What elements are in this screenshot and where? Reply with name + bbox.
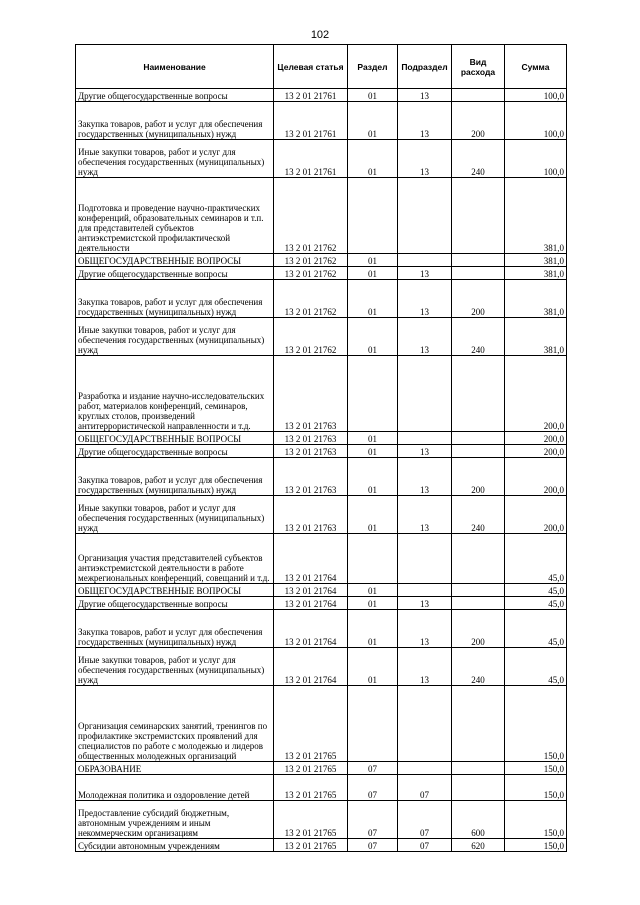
table-row (76, 584, 567, 597)
cell-amount: 150,0 (505, 839, 567, 852)
cell-name: Другие общегосударственные вопросы (76, 445, 274, 458)
table-row (76, 140, 567, 178)
cell-amount: 100,0 (505, 102, 567, 140)
cell-target: 13 2 01 21765 (274, 686, 348, 762)
cell-amount: 100,0 (505, 140, 567, 178)
cell-target: 13 2 01 21763 (274, 458, 348, 496)
cell-section (348, 356, 398, 432)
cell-section: 01 (348, 648, 398, 686)
cell-expense-type (452, 89, 505, 102)
cell-subsection: 07 (398, 839, 452, 852)
cell-target: 13 2 01 21764 (274, 584, 348, 597)
cell-section: 01 (348, 140, 398, 178)
cell-target: 13 2 01 21764 (274, 648, 348, 686)
cell-name: Закупка товаров, работ и услуг для обеспечения государственных (муниципальных) нужд (76, 458, 274, 496)
cell-subsection: 07 (398, 801, 452, 839)
cell-subsection: 13 (398, 610, 452, 648)
cell-section: 01 (348, 267, 398, 280)
cell-expense-type: 200 (452, 102, 505, 140)
budget-table (75, 44, 567, 852)
cell-subsection: 13 (398, 597, 452, 610)
cell-expense-type (452, 762, 505, 775)
cell-expense-type: 240 (452, 140, 505, 178)
table-row (76, 432, 567, 445)
cell-section: 01 (348, 280, 398, 318)
cell-subsection (398, 686, 452, 762)
cell-amount: 150,0 (505, 801, 567, 839)
cell-target: 13 2 01 21762 (274, 267, 348, 280)
table-row (76, 267, 567, 280)
cell-name: Молодежная политика и оздоровление детей (76, 775, 274, 801)
cell-amount: 45,0 (505, 597, 567, 610)
cell-section: 07 (348, 762, 398, 775)
cell-expense-type (452, 254, 505, 267)
cell-amount: 150,0 (505, 775, 567, 801)
cell-section: 01 (348, 584, 398, 597)
cell-section: 01 (348, 318, 398, 356)
cell-subsection (398, 762, 452, 775)
cell-subsection (398, 356, 452, 432)
table-row (76, 254, 567, 267)
cell-subsection: 13 (398, 89, 452, 102)
cell-target: 13 2 01 21762 (274, 254, 348, 267)
cell-name: Закупка товаров, работ и услуг для обеспечения государственных (муниципальных) нужд (76, 610, 274, 648)
cell-amount: 200,0 (505, 445, 567, 458)
cell-subsection: 13 (398, 102, 452, 140)
table-row (76, 610, 567, 648)
cell-subsection (398, 584, 452, 597)
cell-target: 13 2 01 21762 (274, 178, 348, 254)
cell-subsection: 13 (398, 496, 452, 534)
cell-expense-type (452, 597, 505, 610)
cell-subsection: 13 (398, 267, 452, 280)
table-row (76, 597, 567, 610)
cell-amount: 381,0 (505, 267, 567, 280)
cell-section: 01 (348, 254, 398, 267)
cell-name: Другие общегосударственные вопросы (76, 267, 274, 280)
cell-amount: 100,0 (505, 89, 567, 102)
cell-name: Предоставление субсидий бюджетным, автономным учреждениям и иным некоммерческим организациям (76, 801, 274, 839)
cell-expense-type (452, 445, 505, 458)
header-section: Раздел (348, 45, 398, 89)
table-body (76, 89, 567, 852)
table-row (76, 280, 567, 318)
cell-amount: 45,0 (505, 610, 567, 648)
cell-name: Закупка товаров, работ и услуг для обеспечения государственных (муниципальных) нужд (76, 102, 274, 140)
cell-name: ОБРАЗОВАНИЕ (76, 762, 274, 775)
cell-expense-type: 200 (452, 610, 505, 648)
cell-amount: 381,0 (505, 254, 567, 267)
cell-amount: 200,0 (505, 496, 567, 534)
cell-section (348, 534, 398, 584)
cell-expense-type: 240 (452, 648, 505, 686)
cell-section: 01 (348, 102, 398, 140)
cell-name: ОБЩЕГОСУДАРСТВЕННЫЕ ВОПРОСЫ (76, 254, 274, 267)
table-row (76, 762, 567, 775)
cell-name: Другие общегосударственные вопросы (76, 597, 274, 610)
cell-section: 07 (348, 839, 398, 852)
table-row (76, 318, 567, 356)
cell-subsection (398, 534, 452, 584)
cell-amount: 381,0 (505, 178, 567, 254)
cell-expense-type (452, 178, 505, 254)
cell-expense-type: 200 (452, 280, 505, 318)
table-row (76, 839, 567, 852)
cell-name: Подготовка и проведение научно-практических конференций, образовательных семинаров и т.п. для представителей субъектов антиэкстремистской профилактической деятельности (76, 178, 274, 254)
cell-subsection: 13 (398, 140, 452, 178)
cell-amount: 200,0 (505, 458, 567, 496)
cell-expense-type: 620 (452, 839, 505, 852)
cell-section: 01 (348, 89, 398, 102)
cell-name: Другие общегосударственные вопросы (76, 89, 274, 102)
cell-target: 13 2 01 21765 (274, 762, 348, 775)
cell-name: Субсидии автономным учреждениям (76, 839, 274, 852)
cell-name: Иные закупки товаров, работ и услуг для обеспечения государственных (муниципальных) нужд (76, 140, 274, 178)
cell-name: ОБЩЕГОСУДАРСТВЕННЫЕ ВОПРОСЫ (76, 432, 274, 445)
table-row (76, 686, 567, 762)
cell-target: 13 2 01 21764 (274, 597, 348, 610)
table-row (76, 775, 567, 801)
cell-target: 13 2 01 21765 (274, 839, 348, 852)
cell-expense-type: 240 (452, 496, 505, 534)
cell-target: 13 2 01 21764 (274, 534, 348, 584)
table-header (76, 45, 567, 89)
cell-target: 13 2 01 21761 (274, 102, 348, 140)
cell-section (348, 178, 398, 254)
table-row (76, 458, 567, 496)
cell-expense-type (452, 356, 505, 432)
cell-subsection: 13 (398, 318, 452, 356)
cell-subsection (398, 178, 452, 254)
table-row (76, 496, 567, 534)
cell-expense-type (452, 584, 505, 597)
cell-target: 13 2 01 21762 (274, 318, 348, 356)
table-row (76, 801, 567, 839)
cell-name: ОБЩЕГОСУДАРСТВЕННЫЕ ВОПРОСЫ (76, 584, 274, 597)
cell-section (348, 686, 398, 762)
cell-amount: 150,0 (505, 686, 567, 762)
cell-subsection: 07 (398, 775, 452, 801)
cell-expense-type (452, 775, 505, 801)
cell-name: Организация семинарских занятий, тренингов по профилактике экстремистских проявлений для специалистов по работе с молодежью и лидеров общественных молодежных организаций (76, 686, 274, 762)
cell-target: 13 2 01 21761 (274, 89, 348, 102)
cell-amount: 45,0 (505, 584, 567, 597)
cell-target: 13 2 01 21763 (274, 496, 348, 534)
cell-subsection: 13 (398, 280, 452, 318)
cell-expense-type (452, 686, 505, 762)
header-subsection: Подраздел (398, 45, 452, 89)
cell-expense-type: 200 (452, 458, 505, 496)
table-row (76, 178, 567, 254)
cell-amount: 200,0 (505, 356, 567, 432)
cell-target: 13 2 01 21761 (274, 140, 348, 178)
cell-expense-type: 240 (452, 318, 505, 356)
table-row (76, 102, 567, 140)
cell-section: 01 (348, 597, 398, 610)
cell-section: 07 (348, 775, 398, 801)
header-expense-type: Вид расхода (452, 45, 505, 89)
cell-section: 07 (348, 801, 398, 839)
cell-section: 01 (348, 496, 398, 534)
cell-expense-type (452, 534, 505, 584)
cell-section: 01 (348, 458, 398, 496)
cell-section: 01 (348, 610, 398, 648)
cell-expense-type: 600 (452, 801, 505, 839)
header-name: Наименование (76, 45, 274, 89)
cell-amount: 381,0 (505, 280, 567, 318)
cell-target: 13 2 01 21764 (274, 610, 348, 648)
cell-target: 13 2 01 21762 (274, 280, 348, 318)
cell-amount: 45,0 (505, 534, 567, 584)
cell-amount: 200,0 (505, 432, 567, 445)
cell-expense-type (452, 432, 505, 445)
table-row (76, 89, 567, 102)
cell-section: 01 (348, 432, 398, 445)
cell-name: Разработка и издание научно-исследовательских работ, материалов конференций, семинаров, круглых столов, произведений антитеррористической направленности и т.д. (76, 356, 274, 432)
cell-target: 13 2 01 21763 (274, 432, 348, 445)
cell-name: Закупка товаров, работ и услуг для обеспечения государственных (муниципальных) нужд (76, 280, 274, 318)
cell-expense-type (452, 267, 505, 280)
cell-amount: 381,0 (505, 318, 567, 356)
cell-name: Иные закупки товаров, работ и услуг для обеспечения государственных (муниципальных) нужд (76, 496, 274, 534)
cell-section: 01 (348, 445, 398, 458)
cell-subsection (398, 254, 452, 267)
table-row (76, 445, 567, 458)
table-row (76, 648, 567, 686)
cell-amount: 150,0 (505, 762, 567, 775)
header-target: Целевая статья (274, 45, 348, 89)
cell-target: 13 2 01 21763 (274, 445, 348, 458)
table-row (76, 356, 567, 432)
cell-subsection: 13 (398, 445, 452, 458)
cell-target: 13 2 01 21765 (274, 801, 348, 839)
cell-name: Иные закупки товаров, работ и услуг для обеспечения государственных (муниципальных) нужд (76, 318, 274, 356)
header-row (76, 45, 567, 89)
page-number: 102 (310, 29, 330, 41)
header-amount: Сумма (505, 45, 567, 89)
cell-name: Организация участия представителей субъектов антиэкстремистской деятельности в работе межрегиональных конференций, совещаний и т.д. (76, 534, 274, 584)
cell-subsection (398, 432, 452, 445)
table-row (76, 534, 567, 584)
cell-target: 13 2 01 21765 (274, 775, 348, 801)
cell-subsection: 13 (398, 648, 452, 686)
cell-target: 13 2 01 21763 (274, 356, 348, 432)
cell-subsection: 13 (398, 458, 452, 496)
cell-amount: 45,0 (505, 648, 567, 686)
cell-name: Иные закупки товаров, работ и услуг для обеспечения государственных (муниципальных) нужд (76, 648, 274, 686)
